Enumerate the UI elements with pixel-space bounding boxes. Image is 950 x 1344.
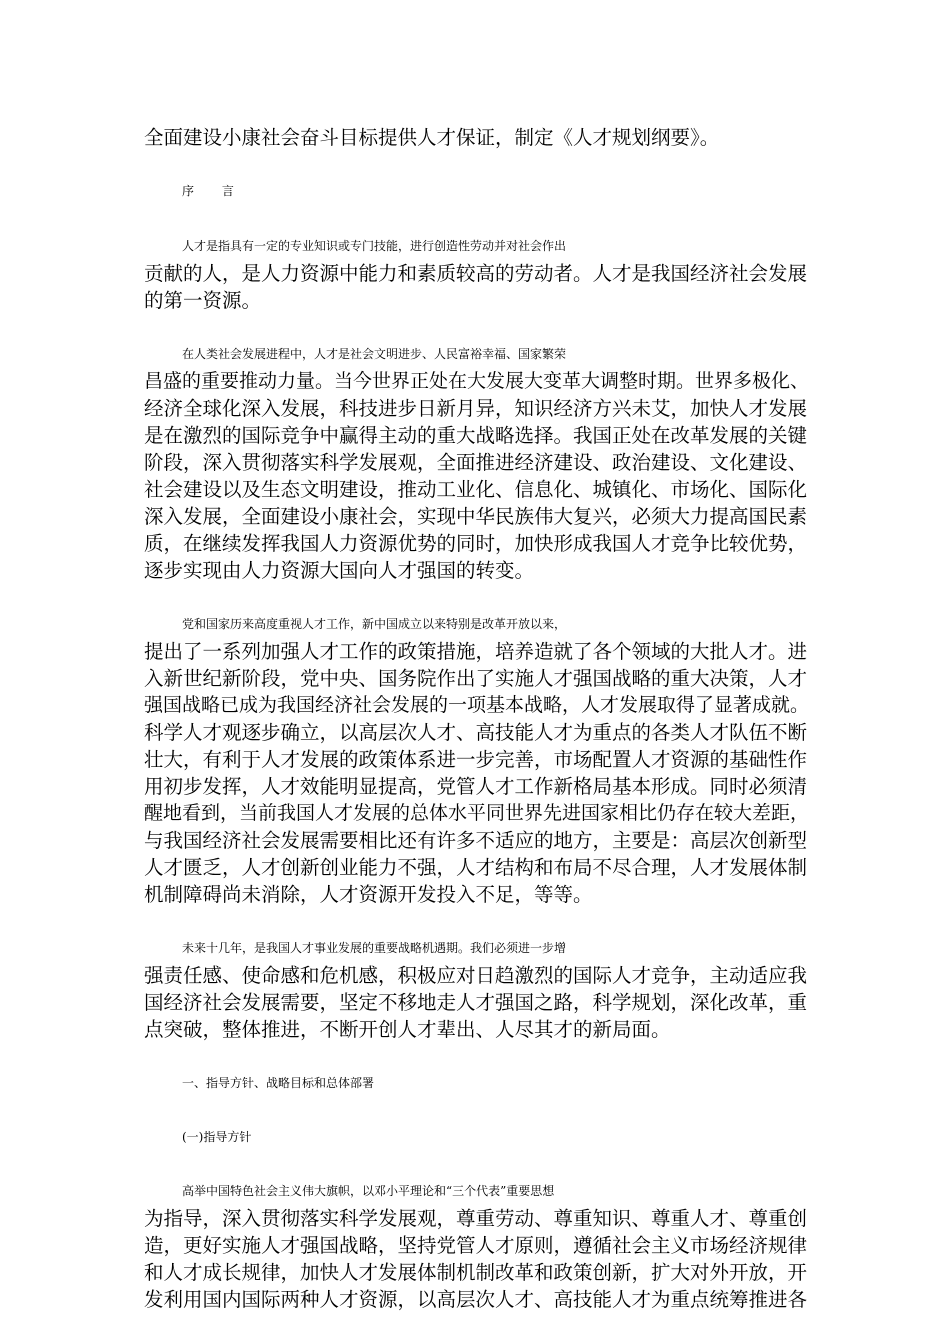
text-line: 用初步发挥，人才效能明显提高，党管人才工作新格局基本形成。同时必须清 [144,775,808,798]
text-line: 高举中国特色社会主义伟大旗帜，以邓小平理论和“三个代表”重要思想 [182,1184,555,1198]
text-line: 发利用国内国际两种人才资源，以高层次人才、高技能人才为重点统筹推进各 [144,1288,808,1311]
text-line: 造，更好实施人才强国战略，坚持党管人才原则，遵循社会主义市场经济规律 [144,1234,808,1257]
text-line: 和人才成长规律，加快人才发展体制机制改革和政策创新，扩大对外开放，开 [144,1261,808,1284]
text-line: 强责任感、使命感和危机感，积极应对日趋激烈的国际人才竞争，主动适应我 [144,964,808,987]
text-line: 科学人才观逐步确立，以高层次人才、高技能人才为重点的各类人才队伍不断 [144,721,808,744]
text-line: 机制障碍尚未消除，人才资源开发投入不足，等等。 [144,883,593,906]
text-line: 未来十几年，是我国人才事业发展的重要战略机遇期。我们必须进一步增 [182,941,567,955]
text-line: 在人类社会发展进程中，人才是社会文明进步、人民富裕幸福、国家繁荣 [182,347,567,361]
text-line: 是在激烈的国际竞争中赢得主动的重大战略选择。我国正处在改革发展的关键 [144,424,808,447]
text-line: 昌盛的重要推动力量。当今世界正处在大发展大变革大调整时期。世界多极化、 [144,370,810,392]
text-line: 逐步实现由人力资源大国向人才强国的转变。 [144,559,535,582]
text-line: 阶段，深入贯彻落实科学发展观，全面推进经济建设、政治建设、文化建设、 [144,451,808,474]
text-line: 壮大，有利于人才发展的政策体系进一步完善，市场配置人才资源的基础性作 [144,748,808,771]
text-line: 人才是指具有一定的专业知识或专门技能，进行创造性劳动并对社会作出 [182,239,567,253]
text-line: 强国战略已成为我国经济社会发展的一项基本战略，人才发展取得了显著成就。 [144,694,810,716]
section-heading: 一、指导方针、战略目标和总体部署 [182,1076,375,1090]
subsection-heading: (一)指导方针 [182,1130,252,1144]
text-line: 质，在继续发挥我国人力资源优势的同时，加快形成我国人才竞争比较优势， [144,532,808,555]
text-line: 醒地看到，当前我国人才发展的总体水平同世界先进国家相比仍存在较大差距， [144,802,810,824]
text-line: 党和国家历来高度重视人才工作，新中国成立以来特别是改革开放以来， [182,617,567,631]
text-line: 入新世纪新阶段，党中央、国务院作出了实施人才强国战略的重大决策，人才 [144,667,808,690]
text-line: 国经济社会发展需要，坚定不移地走人才强国之路，科学规划，深化改革，重 [144,991,808,1014]
text-line: 贡献的人，是人力资源中能力和素质较高的劳动者。人才是我国经济社会发展 [144,262,808,285]
text-line: 深入发展，全面建设小康社会，实现中华民族伟大复兴，必须大力提高国民素 [144,505,808,528]
text-line: 全面建设小康社会奋斗目标提供人才保证，制定《人才规划纲要》。 [144,126,720,149]
text-line: 社会建设以及生态文明建设，推动工业化、信息化、城镇化、市场化、国际化 [144,478,808,501]
text-line: 为指导，深入贯彻落实科学发展观，尊重劳动、尊重知识、尊重人才、尊重创 [144,1207,808,1230]
text-line: 经济全球化深入发展，科技进步日新月异，知识经济方兴未艾，加快人才发展 [144,397,808,420]
text-line: 人才匮乏，人才创新创业能力不强，人才结构和布局不尽合理，人才发展体制 [144,856,808,879]
text-line: 点突破，整体推进，不断开创人才辈出、人尽其才的新局面。 [144,1018,671,1041]
text-line: 提出了一系列加强人才工作的政策措施，培养造就了各个领域的大批人才。进 [144,640,808,663]
text-line: 的第一资源。 [144,289,262,312]
section-heading-preface: 序 言 [182,184,246,198]
text-line: 与我国经济社会发展需要相比还有许多不适应的地方，主要是：高层次创新型 [144,829,808,852]
